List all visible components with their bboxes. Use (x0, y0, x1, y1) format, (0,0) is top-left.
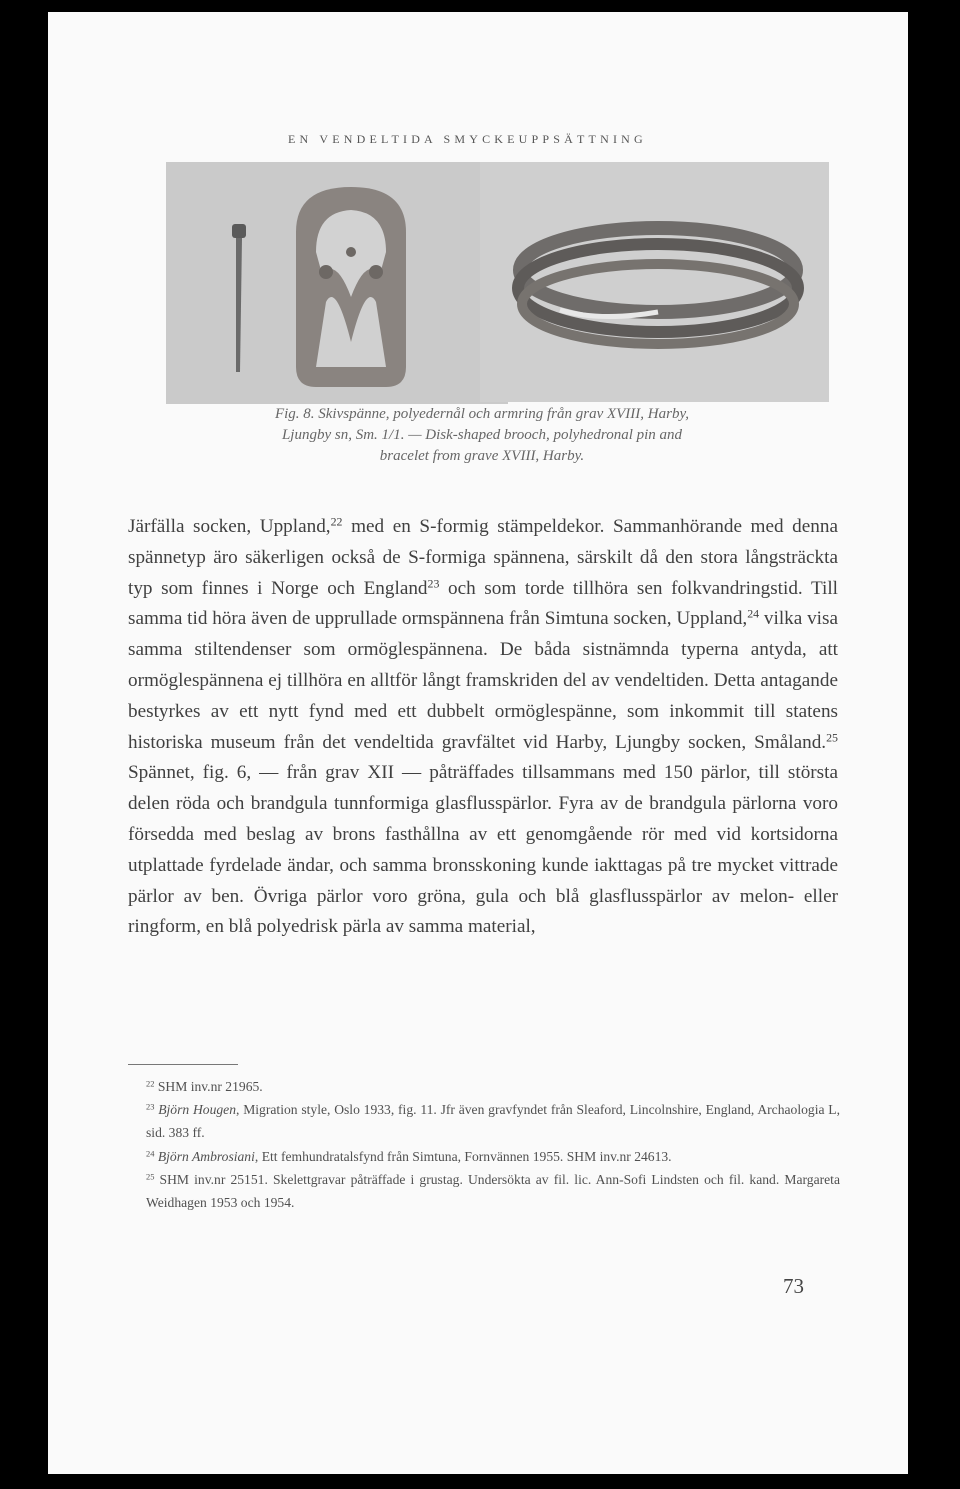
footnotes (128, 1075, 840, 1214)
footnote-author: Björn Hougen (158, 1102, 237, 1118)
footnote-text: SHM inv.nr 21965. (157, 1079, 263, 1094)
caption-line: Fig. 8. Skivspänne, polyedernål och armring från grav XVIII, Harby, (274, 406, 690, 422)
photo-bracelet (480, 162, 829, 402)
paragraph (128, 512, 838, 943)
text-run: och som torde tillhöra sen folkvandringstid. Till samma tid höra även de upprullade ormspännena från Simtuna socken, Uppland, (128, 577, 838, 630)
text-run: Spännet, fig. 6, — från grav XII — påträffades tillsammans med 150 pärlor, till största delen röda och brandgula tunnformiga glasflusspärlor. Fyra av de brandgula pärlorna voro försedda med beslag av brons fasthållna av ett genomgående rör med vid kortsidorna utplattade fyrdelade ändar, och samma bronsskoning kunde iakttagas på tre mycket vittrade pärlor av ben. Övriga pärlor voro gröna, gula och blå glasflusspärlor av melon- eller ringform, en blå polyedrisk pärla av samma material, (128, 762, 838, 938)
document-page (48, 12, 908, 1474)
page-number: 73 (783, 1274, 804, 1298)
footnote-24 (128, 1145, 840, 1168)
text-run: med en S-formig stämpeldekor. Sammanhörande med denna spännetyp äro säkerligen också de S-formiga spännena, särskilt då den stora långsträckta typ som finnes i Norge och England (128, 516, 838, 599)
footnote-number: 25 (146, 1171, 155, 1182)
footnote-22 (128, 1075, 840, 1098)
footnote-25 (128, 1168, 840, 1214)
text-run: Järfälla socken, Uppland, (128, 516, 331, 537)
caption-line: Ljungby sn, Sm. 1/1. — Disk-shaped brooch, polyhedronal pin and (281, 427, 683, 443)
footnote-ref: 24 (747, 606, 760, 621)
footnote-number: 22 (146, 1078, 155, 1089)
footnote-text: , Ett femhundratalsfynd från Simtuna, Fornvännen 1955. SHM inv.nr 24613. (254, 1148, 672, 1164)
footnote-number: 23 (146, 1101, 155, 1112)
running-head: EN VENDELTIDA SMYCKEUPPSÄTTNING (288, 132, 647, 146)
footnote-rule (128, 1064, 238, 1065)
caption-line: bracelet from grave XVIII, Harby. (379, 448, 585, 464)
photo-brooch-and-pin (166, 162, 508, 404)
figure-caption (122, 404, 842, 467)
bracelet-illustration (480, 162, 829, 402)
footnote-ref: 22 (330, 514, 343, 529)
brooch-pin-illustration (166, 162, 508, 404)
body-text (128, 512, 838, 943)
footnote-23 (128, 1098, 840, 1144)
footnote-number: 24 (146, 1147, 155, 1158)
footnote-author: Björn Ambrosiani (157, 1148, 255, 1164)
footnote-text: SHM inv.nr 25151. Skelettgravar påträffade i grustag. Undersökta av fil. lic. Ann-Sofi Lindsten och fil. kand. Margareta Weidhagen 1953 och 1954. (146, 1171, 840, 1211)
footnote-text: , Migration style, Oslo 1933, fig. 11. Jfr även gravfyndet från Sleaford, Lincolnshire, England, Archaologia L, sid. 383 ff. (146, 1102, 841, 1141)
footnote-ref: 23 (427, 576, 440, 591)
footnote-ref: 25 (826, 730, 838, 745)
text-run: vilka visa samma stiltendenser som ormöglespännena. De båda sistnämnda typerna antyda, att ormöglespännena ej tillhöra en alltför långt framskriden del av vendeltiden. Detta antagande bestyrkes av ett nytt fynd med ett dubbelt ormöglespänne, som inkommit till statens historiska museum från det vendeltida gravfältet vid Harby, Ljungby socken, Småland. (128, 608, 838, 753)
